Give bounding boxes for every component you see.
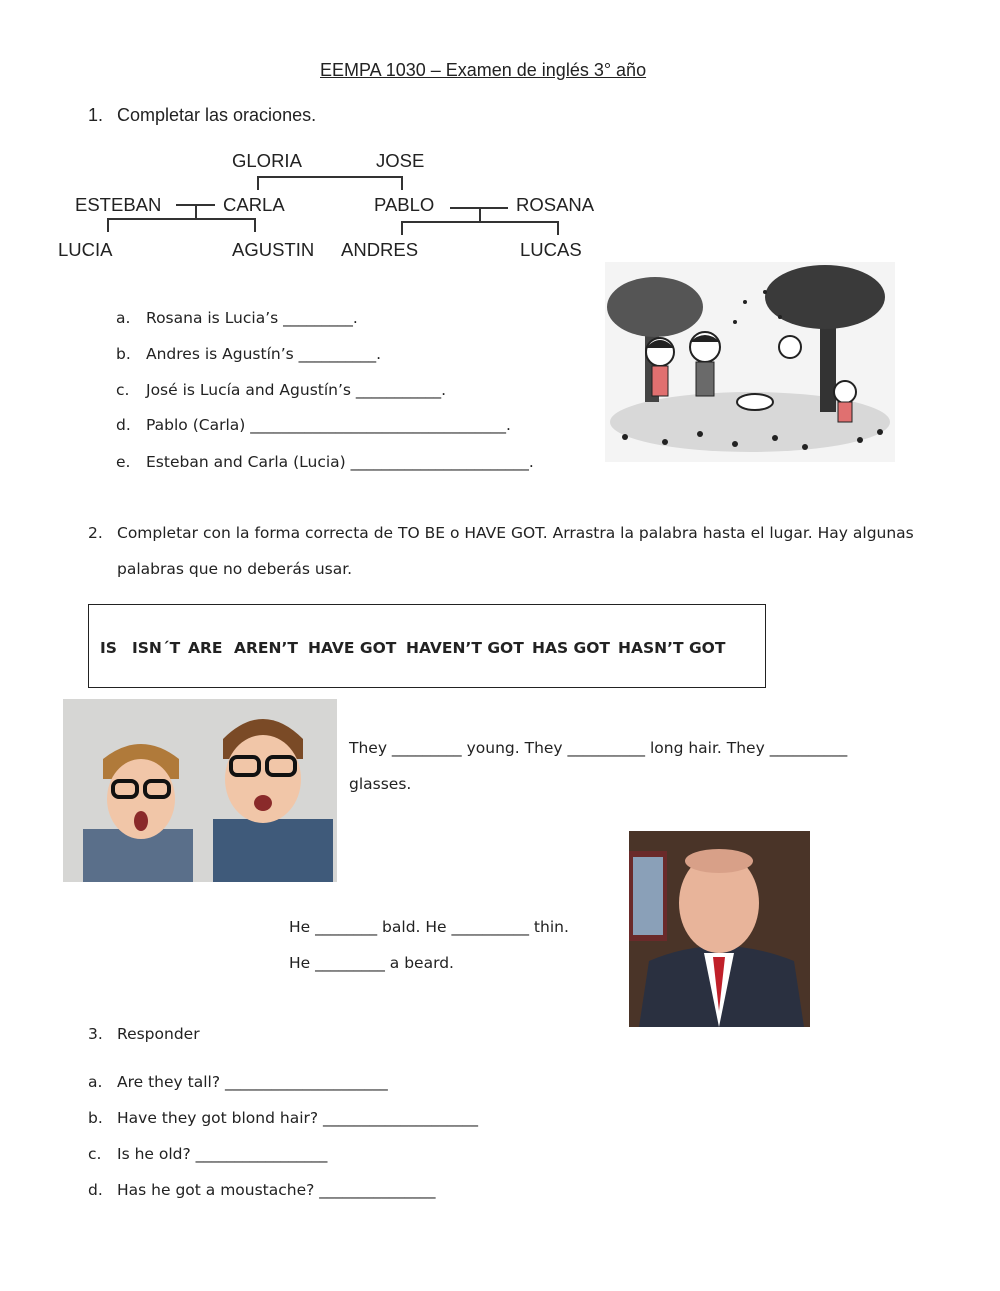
s1-item-letter: e. — [116, 453, 131, 471]
word-is[interactable]: IS — [100, 639, 117, 657]
tree-line — [557, 221, 559, 235]
s3-item-text: Have they got blond hair? ____________________ — [117, 1109, 479, 1127]
page-title: EEMPA 1030 – Examen de inglés 3° año — [320, 60, 647, 80]
s3-item-letter: c. — [88, 1145, 102, 1163]
tree-andres: ANDRES — [341, 239, 419, 260]
tree-line — [254, 218, 256, 232]
s1-item-letter: b. — [116, 345, 131, 363]
s3-item-letter: b. — [88, 1109, 103, 1127]
section-3-number: 3. — [88, 1025, 103, 1043]
man-sentence-line1: He ________ bald. He __________ thin. — [289, 918, 569, 936]
boys-photo — [63, 699, 337, 882]
s1-item-text: Rosana is Lucia’s _________. — [146, 309, 358, 327]
word-hasnt-got[interactable]: HASN’T GOT — [618, 639, 726, 657]
word-arent[interactable]: AREN’T — [234, 639, 298, 657]
tree-line — [257, 176, 402, 178]
old-man-photo — [629, 831, 810, 1027]
word-havent-got[interactable]: HAVEN’T GOT — [406, 639, 524, 657]
s1-item-letter: c. — [116, 381, 130, 399]
s1-item-text: Esteban and Carla (Lucia) _______________________. — [146, 453, 534, 471]
tree-rosana: ROSANA — [516, 194, 595, 215]
section-2-instructions-line2: palabras que no deberás usar. — [117, 560, 353, 578]
word-has-got[interactable]: HAS GOT — [532, 639, 610, 657]
tree-carla: CARLA — [223, 194, 285, 215]
boys-sentence-line1: They _________ young. They __________ long hair. They __________ — [349, 739, 848, 757]
word-have-got[interactable]: HAVE GOT — [308, 639, 397, 657]
s3-item-letter: a. — [88, 1073, 103, 1091]
s1-item-text: Andres is Agustín’s __________. — [146, 345, 382, 363]
section-1-number: 1. — [88, 105, 104, 125]
tree-line — [107, 218, 109, 232]
word-are[interactable]: ARE — [188, 639, 223, 657]
tree-lucas: LUCAS — [520, 239, 582, 260]
word-bank — [88, 604, 766, 688]
s1-item-text: José is Lucía and Agustín’s ___________. — [146, 381, 447, 399]
tree-agustin: AGUSTIN — [232, 239, 315, 260]
tree-pablo: PABLO — [374, 194, 435, 215]
tree-gloria: GLORIA — [232, 150, 302, 171]
family-cartoon-image — [605, 262, 895, 462]
section-2-instructions-line1: Completar con la forma correcta de TO BE o HAVE GOT. Arrastra la palabra hasta el lugar. Hay algunas — [117, 524, 914, 542]
s1-item-text: Pablo (Carla) _________________________________. — [146, 416, 511, 434]
section-3-heading: Responder — [117, 1025, 200, 1043]
tree-lucia: LUCIA — [58, 239, 113, 260]
tree-line — [479, 207, 481, 221]
tree-line — [107, 218, 255, 220]
word-isnt[interactable]: ISN´T — [132, 639, 181, 657]
tree-line — [401, 176, 403, 190]
tree-jose: JOSE — [376, 150, 425, 171]
s3-item-letter: d. — [88, 1181, 103, 1199]
section-1-heading: Completar las oraciones. — [117, 105, 317, 125]
man-sentence-line2: He _________ a beard. — [289, 954, 454, 972]
tree-line — [401, 221, 558, 223]
s3-item-text: Is he old? _________________ — [117, 1145, 328, 1163]
s1-item-letter: d. — [116, 416, 131, 434]
section-2-number: 2. — [88, 524, 103, 542]
boys-sentence-line2: glasses. — [349, 775, 412, 793]
s1-item-letter: a. — [116, 309, 131, 327]
tree-line — [195, 204, 197, 218]
s3-item-text: Has he got a moustache? _______________ — [117, 1181, 436, 1199]
s3-item-text: Are they tall? _____________________ — [117, 1073, 388, 1091]
tree-line — [257, 176, 259, 190]
tree-line — [401, 221, 403, 235]
tree-esteban: ESTEBAN — [75, 194, 162, 215]
